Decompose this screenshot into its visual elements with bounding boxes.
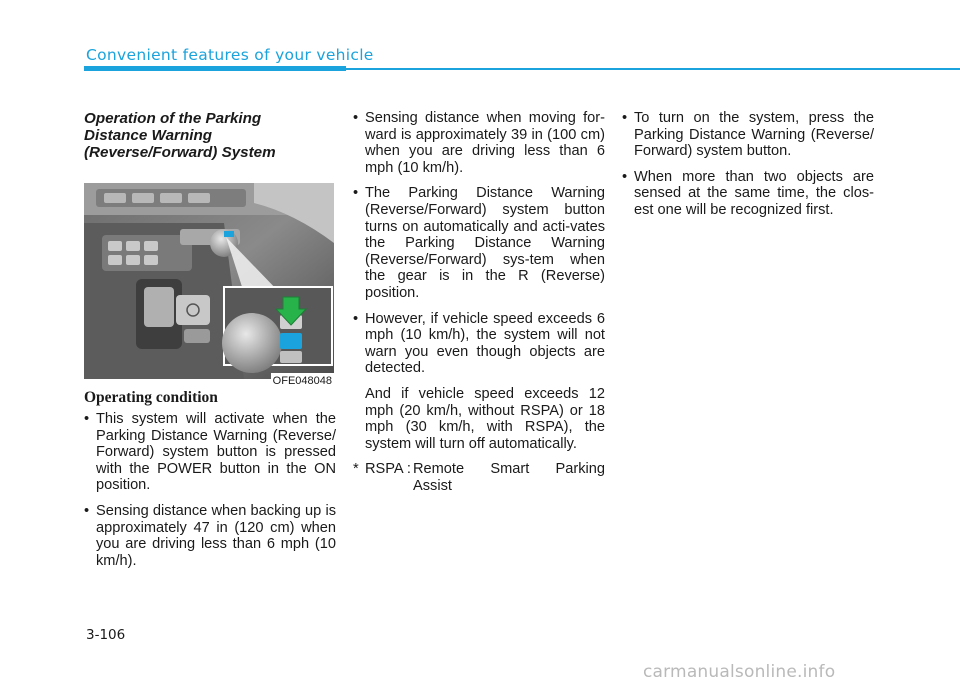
section-title-line: (Reverse/Forward) System xyxy=(84,144,276,161)
list-item: • However, if vehicle speed exceeds 6 mph (10 km/h), the system will not warn you even though objects are detected. xyxy=(353,311,605,377)
column-3 xyxy=(622,110,874,228)
page-number: 3-106 xyxy=(86,627,126,643)
footnote-definition-line: Assist xyxy=(413,477,452,494)
list-item: • This system will activate when the Parking Distance Warning (Reverse/ Forward) system button is pressed with the POWER button in the ON position. xyxy=(84,411,336,494)
column-3-list xyxy=(622,110,874,219)
console-figure xyxy=(84,183,334,387)
list-item: • Sensing distance when backing up is approximately 47 in (120 cm) when you are driving less than 6 mph (10 km/h). xyxy=(84,503,336,569)
column-1 xyxy=(84,110,336,578)
header-rule xyxy=(346,68,960,70)
center-console-illustration xyxy=(84,183,334,379)
continuation-paragraph: And if vehicle speed exceeds 12 mph (20 km/h, without RSPA) or 18 mph (30 km/h, with RSPA), the system will turn off automatically. xyxy=(365,385,605,452)
rspa-footnote xyxy=(353,461,605,494)
watermark: carmanualsonline.info xyxy=(643,662,836,682)
footnote-term: RSPA : xyxy=(365,461,411,478)
column-2-list xyxy=(353,110,605,377)
footnote-marker: * xyxy=(353,461,359,478)
header-accent-bar xyxy=(84,66,346,71)
list-item: • The Parking Distance Warning (Reverse/Forward) system button turns on automatically and acti-vates the Parking Distance Warning (Reverse/Forward) sys-tem when the gear is in the R (Reverse) position. xyxy=(353,185,605,301)
list-item: • To turn on the system, press the Parking Distance Warning (Reverse/ Forward) system button. xyxy=(622,110,874,160)
header-title: Convenient features of your vehicle xyxy=(86,46,374,64)
footnote-definition-line: Remote Smart Parking xyxy=(413,461,605,478)
section-title-line: Operation of the Parking xyxy=(84,110,262,127)
operating-condition-list xyxy=(84,411,336,569)
column-2 xyxy=(353,110,605,494)
operating-condition-heading: Operating condition xyxy=(84,389,218,406)
figure-code: OFE048048 xyxy=(271,373,334,390)
section-title xyxy=(84,110,336,161)
list-item: • Sensing distance when moving for-ward is approximately 39 in (100 cm) when you are driving less than 6 mph (10 km/h). xyxy=(353,110,605,176)
list-item: • When more than two objects are sensed at the same time, the clos-est one will be recognized first. xyxy=(622,169,874,219)
section-title-line: Distance Warning xyxy=(84,127,212,144)
footnote-definition xyxy=(413,461,605,494)
